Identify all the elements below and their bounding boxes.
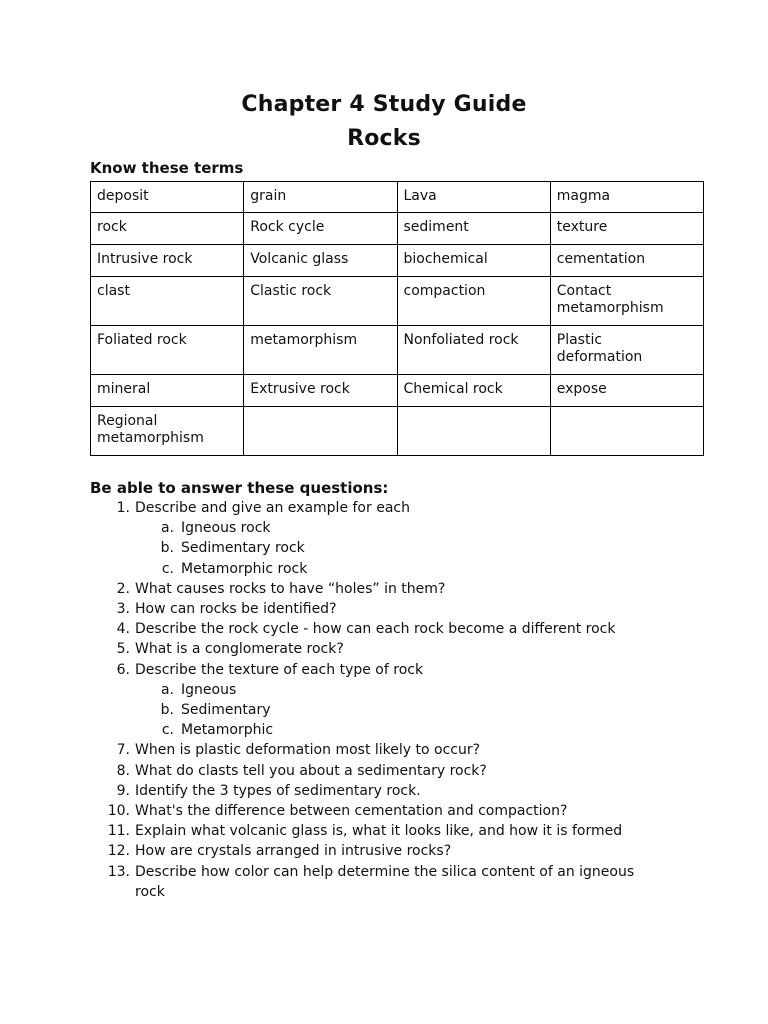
sub-item	[0, 559, 768, 579]
term-cell: Lava	[397, 182, 550, 213]
sub-item-letter: b.	[160, 540, 174, 557]
page-subtitle: Rocks	[347, 126, 421, 151]
sub-item-letter: c.	[161, 560, 174, 577]
terms-table	[90, 181, 704, 456]
questions-heading: Be able to answer these questions:	[90, 479, 389, 497]
table-row	[91, 213, 704, 245]
question-text: How can rocks be identified?	[135, 601, 337, 618]
sub-item	[0, 680, 768, 700]
term-cell: clast	[91, 277, 244, 326]
table-row	[91, 277, 704, 326]
question-text: Describe how color can help determine the silica content of an igneous rock	[135, 863, 635, 900]
question-text: Identify the 3 types of sedimentary rock.	[135, 782, 421, 799]
table-row	[91, 407, 704, 456]
term-cell: expose	[550, 375, 703, 407]
page-title: Chapter 4 Study Guide	[241, 92, 527, 117]
question-text: When is plastic deformation most likely to occur?	[135, 742, 481, 759]
term-cell	[550, 407, 703, 456]
sub-item-text: Sedimentary rock	[181, 540, 305, 557]
question-number: 12.	[107, 843, 130, 860]
table-row	[91, 245, 704, 277]
sub-item-text: Igneous	[181, 681, 237, 698]
question-number: 2.	[116, 580, 130, 597]
sub-item	[0, 700, 768, 720]
term-cell: deposit	[91, 182, 244, 213]
question-number: 9.	[116, 782, 130, 799]
list-item	[0, 781, 655, 801]
term-cell: magma	[550, 182, 703, 213]
question-number: 13.	[107, 863, 130, 880]
term-cell: Extrusive rock	[244, 375, 397, 407]
question-number: 1.	[116, 500, 130, 516]
sub-item-letter: b.	[160, 702, 174, 719]
term-cell: biochemical	[397, 245, 550, 277]
question-number: 11.	[107, 823, 130, 840]
term-cell: Volcanic glass	[244, 245, 397, 277]
term-cell: Plastic deformation	[550, 326, 703, 375]
list-item	[0, 639, 655, 659]
sub-item	[0, 518, 768, 538]
list-item	[0, 761, 655, 781]
list-item	[0, 498, 655, 518]
term-cell: sediment	[397, 213, 550, 245]
question-text: What do clasts tell you about a sedimentary rock?	[135, 762, 487, 779]
sub-item-text: Sedimentary	[181, 702, 271, 719]
question-text: How are crystals arranged in intrusive rocks?	[135, 843, 452, 860]
list-item	[0, 862, 655, 902]
term-cell: compaction	[397, 277, 550, 326]
list-item	[0, 821, 655, 841]
list-item	[0, 740, 655, 760]
term-cell: Regional metamorphism	[91, 407, 244, 456]
question-text: Describe the texture of each type of rock	[135, 661, 424, 678]
table-row	[91, 182, 704, 213]
list-item	[0, 801, 655, 821]
term-cell: Clastic rock	[244, 277, 397, 326]
term-cell: rock	[91, 213, 244, 245]
list-item	[0, 619, 655, 639]
question-text: What is a conglomerate rock?	[135, 641, 344, 658]
term-cell: metamorphism	[244, 326, 397, 375]
term-cell	[244, 407, 397, 456]
question-number: 7.	[116, 742, 130, 759]
term-cell: cementation	[550, 245, 703, 277]
term-cell: Contact metamorphism	[550, 277, 703, 326]
term-cell: Rock cycle	[244, 213, 397, 245]
question-number: 10.	[107, 803, 130, 820]
sub-item	[0, 538, 768, 558]
sub-item-text: Igneous rock	[181, 520, 271, 537]
question-text: What's the difference between cementation and compaction?	[135, 803, 568, 820]
question-text: What causes rocks to have “holes” in them?	[135, 580, 446, 597]
question-number: 5.	[116, 641, 130, 658]
sub-item-letter: a.	[160, 681, 174, 698]
question-number: 8.	[116, 762, 130, 779]
term-cell: mineral	[91, 375, 244, 407]
term-cell: Nonfoliated rock	[397, 326, 550, 375]
questions-list	[0, 498, 768, 902]
term-cell: Chemical rock	[397, 375, 550, 407]
question-number: 6.	[116, 661, 130, 678]
question-text: Describe the rock cycle - how can each rock become a different rock	[135, 621, 616, 638]
question-text: Explain what volcanic glass is, what it looks like, and how it is formed	[135, 823, 623, 840]
sub-item-letter: a.	[160, 520, 174, 537]
sub-item	[0, 720, 768, 740]
terms-heading: Know these terms	[90, 159, 244, 177]
question-text: Describe and give an example for each	[135, 500, 410, 516]
table-row	[91, 326, 704, 375]
list-item	[0, 660, 655, 680]
list-item	[0, 579, 655, 599]
sub-item-text: Metamorphic	[181, 722, 274, 739]
term-cell: Intrusive rock	[91, 245, 244, 277]
question-number: 4.	[116, 621, 130, 638]
term-cell: Foliated rock	[91, 326, 244, 375]
question-number: 3.	[116, 601, 130, 618]
sub-item-letter: c.	[161, 722, 174, 739]
list-item	[0, 599, 655, 619]
table-row	[91, 375, 704, 407]
list-item	[0, 841, 655, 861]
term-cell: texture	[550, 213, 703, 245]
term-cell: grain	[244, 182, 397, 213]
term-cell	[397, 407, 550, 456]
sub-item-text: Metamorphic rock	[181, 560, 308, 577]
